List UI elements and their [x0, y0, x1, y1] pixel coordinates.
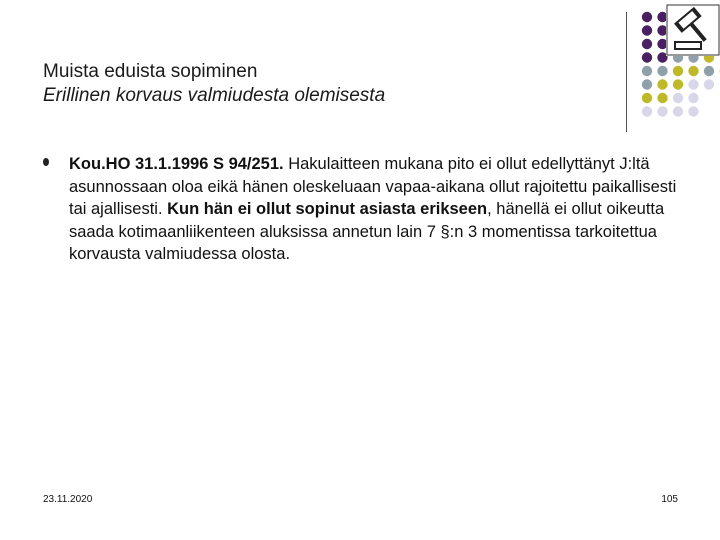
decor-dot — [688, 93, 698, 103]
decor-dot — [688, 106, 698, 116]
footer-date: 23.11.2020 — [43, 494, 93, 505]
decor-dot — [642, 93, 652, 103]
gavel-icon — [666, 4, 720, 56]
decor-dot — [642, 39, 652, 49]
decor-dot — [642, 66, 652, 76]
decor-dot — [657, 106, 667, 116]
decor-dot — [642, 52, 652, 62]
decor-dot — [673, 79, 683, 89]
bullet-icon — [43, 158, 49, 166]
decor-dot — [673, 93, 683, 103]
decor-dot — [657, 79, 667, 89]
decor-dot — [688, 79, 698, 89]
decor-dot — [688, 66, 698, 76]
decor-dot — [657, 66, 667, 76]
decor-dot — [673, 66, 683, 76]
decor-dot — [642, 25, 652, 35]
decor-dot — [642, 79, 652, 89]
title-line-1: Muista eduista sopiminen — [43, 61, 258, 82]
case-reference: Kou.HO 31.1.1996 S 94/251. — [69, 155, 284, 173]
decor-dot — [704, 66, 714, 76]
decor-dot — [704, 79, 714, 89]
decor-dot — [657, 93, 667, 103]
decor-dot — [642, 106, 652, 116]
bullet-item — [43, 153, 683, 266]
title-line-2: Erillinen korvaus valmiudesta olemisesta — [43, 85, 386, 106]
decor-dot — [673, 106, 683, 116]
bullet-text — [69, 153, 683, 266]
page-number: 105 — [661, 494, 678, 505]
case-conclusion: , hänellä ei ollut oikeutta saada kotimaanliikenteen aluksissa annetun lain 7 §:n 3 momentissa tarkoitettua korvausta valmiudessa olosta. — [69, 200, 665, 263]
case-description: Hakulaitteen mukana pito ei ollut edellyttänyt J:ltä asunnossaan oloa eikä hänen oleskeluaan vapaa-aikana ollut rajoitettu paikallisesti tai ajallisesti. — [69, 155, 677, 218]
decorative-dot-grid — [0, 0, 720, 140]
decor-dot — [642, 12, 652, 22]
case-emphasis: Kun hän ei ollut sopinut asiasta erikseen — [167, 200, 488, 218]
